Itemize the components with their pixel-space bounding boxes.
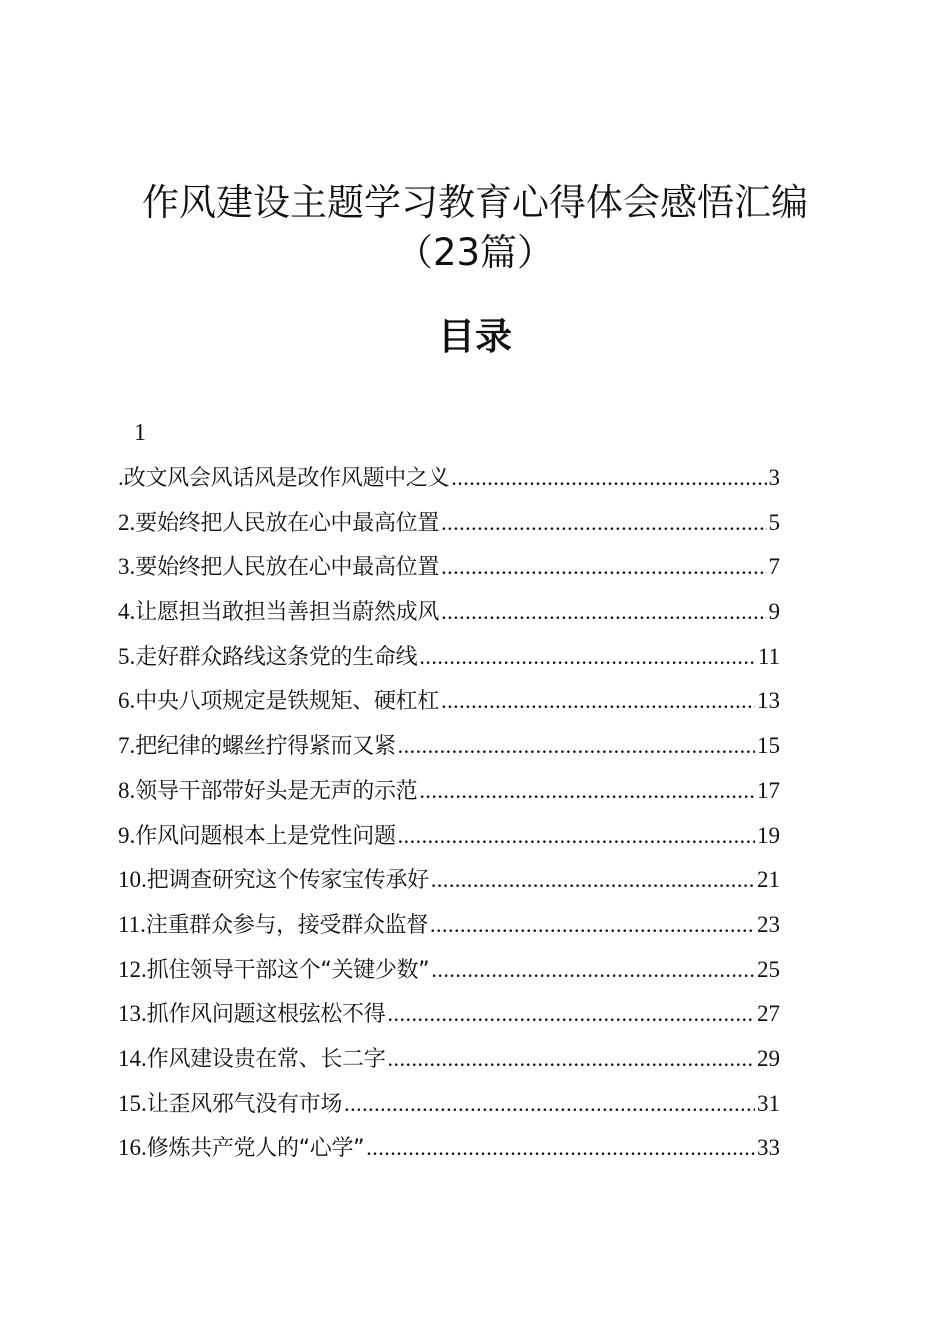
toc-entry-page-number: 15 [757,733,780,759]
toc-entry-number: 12. [118,956,147,982]
toc-entry-number: 2. [118,509,136,535]
toc-entry[interactable] [118,992,780,1037]
toc-entry-label: 抓住领导干部这个“关键少数” [146,957,430,983]
toc-entry-label: 抓作风问题这根弦松不得 [146,1002,386,1028]
toc-dot-leader [398,724,755,769]
toc-entry-page-number: 19 [757,822,780,848]
toc-dot-leader [366,1126,755,1171]
toc-dot-leader [419,635,755,680]
toc-entry-label: 要始终把人民放在心中最高位置 [135,555,440,581]
toc-entry-label: 改文风会风话风是改作风题中之义 [123,466,450,491]
toc-entry-label: 中央八项规定是铁规矩、硬杠杠 [135,689,440,715]
toc-entry-number: 11. [118,911,146,937]
toc-entry[interactable] [118,501,780,546]
toc-entry-page-number: 11 [757,643,780,669]
toc-entry-number: 13. [118,1001,147,1027]
toc-dot-leader [344,1082,755,1127]
toc-entry-number: 6. [118,688,136,714]
toc-dot-leader [441,545,766,590]
toc-entry-number: 16. [118,1135,147,1161]
toc-entry[interactable] [118,590,780,635]
toc-entry-page-number: 13 [757,688,780,714]
toc-dot-leader [387,1037,755,1082]
toc-dot-leader [398,814,755,859]
toc-entry[interactable] [118,545,780,590]
toc-heading: 目录 [438,315,512,358]
toc-entry-page-number: 9 [768,599,780,625]
toc-entry-page-number: 7 [768,554,780,580]
toc-dot-leader [431,948,755,993]
toc-entry[interactable] [118,1126,780,1171]
toc-entry-label: 把调查研究这个传家宝传承好 [146,868,429,894]
toc-entry[interactable] [118,769,780,814]
document-title: 作风建设主题学习教育心得体会感悟汇编（23篇） [142,181,808,274]
toc-entry-number: 14. [118,1045,147,1071]
toc-entry-page-number: 3 [768,465,780,490]
toc-entry-label: 作风问题根本上是党性问题 [135,823,396,849]
toc-entry-label: 修炼共产党人的“心学” [146,1136,365,1162]
toc-entry-number: 4. [118,599,136,625]
toc-entry-page-number: 33 [757,1135,780,1161]
toc-dot-leader [441,679,755,724]
toc-entry[interactable] [118,1082,780,1127]
toc-entry-page-number: 25 [757,956,780,982]
toc-entry[interactable] [118,456,780,501]
toc-entry-label: 把纪律的螺丝拧得紧而又紧 [135,734,396,760]
toc-entry-number: 3. [118,554,136,580]
toc-entry-label: 注重群众参与，接受群众监督 [145,912,429,938]
toc-entry-page-number: 29 [757,1045,780,1071]
toc-entry-number: 15. [118,1090,147,1116]
toc-entry[interactable] [118,814,780,859]
toc-entry-label: 让歪风邪气没有市场 [146,1091,343,1117]
toc-entry[interactable] [118,1037,780,1082]
toc-entry-label: 要始终把人民放在心中最高位置 [135,510,440,536]
toc-entry-number: 5. [118,643,136,669]
toc-entry[interactable] [118,903,780,948]
toc-dot-leader [431,858,755,903]
toc-entry-page-number: 21 [757,867,780,893]
toc-entry-page-number: 5 [768,509,780,535]
toc-dot-leader [430,903,755,948]
toc-entry-number: 9. [118,822,136,848]
toc-entry[interactable] [118,948,780,993]
toc-entry-label: 走好群众路线这条党的生命线 [135,644,418,670]
toc-dot-leader [451,456,766,501]
toc-entry-number: 7. [118,733,136,759]
toc-entry-number: . [118,465,124,490]
toc-dot-leader [441,501,766,546]
toc-entry-page-number: 31 [757,1090,780,1116]
toc-entry[interactable] [118,635,780,680]
toc-entry-label: 领导干部带好头是无声的示范 [135,778,418,804]
toc-entry-number: 10. [118,867,147,893]
toc-first-entry-number: 1 [134,420,146,446]
toc-entry-page-number: 23 [757,911,780,937]
toc-entry[interactable] [118,679,780,724]
toc-entry[interactable] [118,858,780,903]
toc-entry-page-number: 17 [757,777,780,803]
table-of-contents [118,456,780,1171]
toc-dot-leader [419,769,755,814]
toc-dot-leader [441,590,766,635]
toc-entry-label: 作风建设贵在常、长二字 [146,1046,386,1072]
toc-entry-number: 8. [118,777,136,803]
toc-entry-label: 让愿担当敢担当善担当蔚然成风 [135,600,440,626]
toc-entry[interactable] [118,724,780,769]
toc-dot-leader [387,992,755,1037]
toc-entry-page-number: 27 [757,1001,780,1027]
